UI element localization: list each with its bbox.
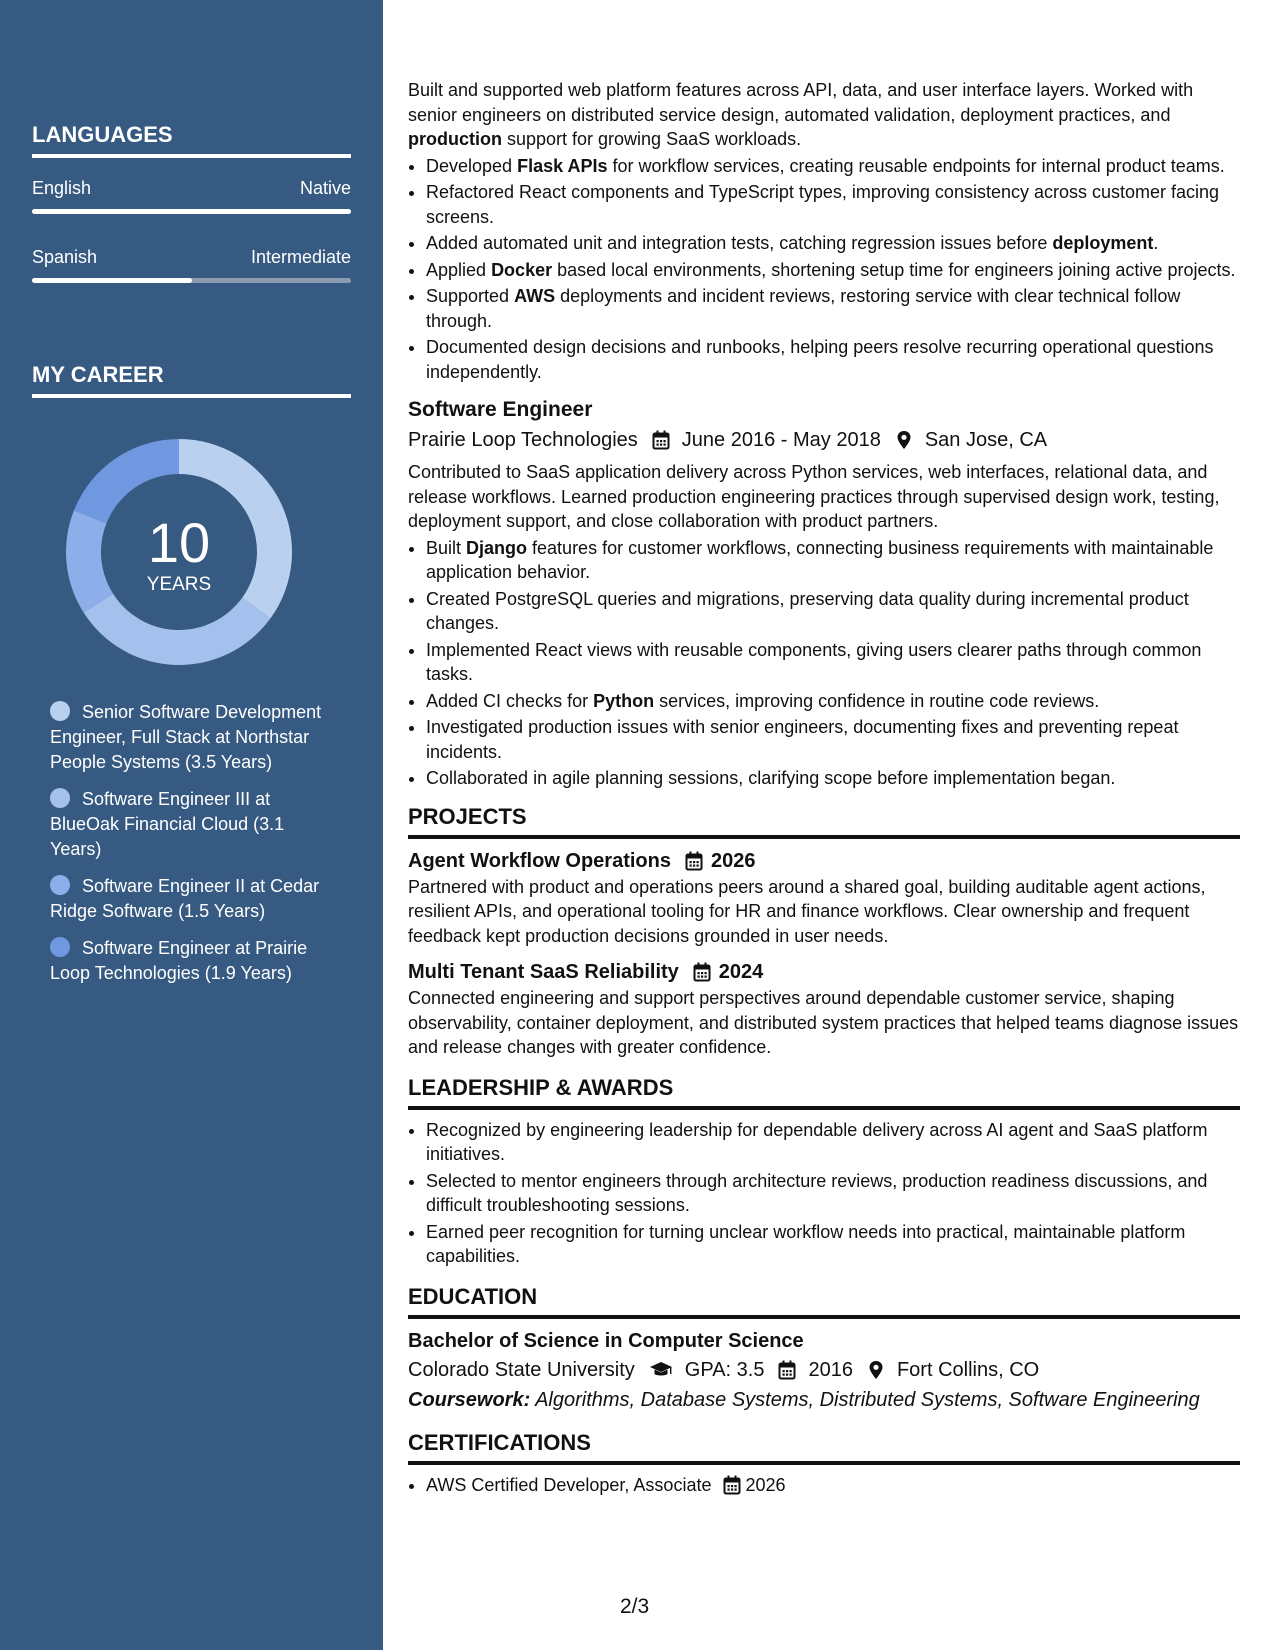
bullet-item (426, 335, 1240, 384)
legend-dot (50, 788, 70, 808)
certification-year: 2026 (745, 1474, 786, 1495)
page-number: 2/3 (620, 1595, 650, 1618)
school-name: Colorado State University (408, 1358, 635, 1381)
project-description: Partnered with product and operations peers around a shared goal, building auditable agent actions, resilient APIs, and operational tooling for HR and finance workflows. Clear ownership and frequent feedback kept production decisions grounded in user needs. (408, 876, 1206, 946)
language-level: Native (299, 178, 351, 198)
bullet-text: Added CI checks for (426, 690, 594, 711)
projects-heading: PROJECTS (408, 803, 1240, 839)
bullet-item (426, 715, 1240, 764)
bullet-item (426, 587, 1240, 636)
bullet-text: features for customer workflows, connecting business requirements with maintainable application behavior. (426, 537, 1214, 582)
career-heading: MY CAREER (32, 362, 351, 398)
summary-bold: production (408, 129, 502, 149)
bullet-item (426, 766, 1240, 791)
calendar-icon (723, 1475, 739, 1495)
project-name: Agent Workflow Operations (408, 849, 671, 872)
project-name: Multi Tenant SaaS Reliability (408, 961, 679, 983)
language-name: English (32, 178, 92, 198)
graduation-year: 2016 (808, 1358, 853, 1381)
language-bar (32, 278, 351, 283)
bullet-bold: Python (593, 690, 655, 711)
calendar-icon (652, 430, 670, 450)
job-location: San Jose, CA (924, 429, 1048, 451)
bullet-text: Collaborated in agile planning sessions, clarifying scope before implementation began. (426, 768, 1116, 788)
bullet-text: Built (426, 537, 467, 558)
bullet-item (426, 231, 1240, 256)
job-meta (408, 426, 1240, 454)
coursework (408, 1385, 1240, 1415)
career-years-number: 10 (147, 511, 211, 574)
coursework-label: Coursework: (408, 1388, 531, 1411)
bullet-item (426, 180, 1240, 229)
job-bullets (408, 536, 1240, 791)
career-item (50, 936, 335, 986)
legend-dot (50, 875, 70, 895)
bullet-text: Created PostgreSQL queries and migrations, preserving data quality during incremental product changes. (426, 588, 1189, 633)
career-list (50, 700, 335, 998)
language-bar-fill (32, 209, 351, 214)
degree-title: Bachelor of Science in Computer Science (408, 1329, 804, 1352)
career-item-text: Software Engineer at Prairie Loop Technologies (1.9 Years) (50, 938, 308, 983)
bullet-text: services, improving confidence in routine code reviews. (654, 690, 1100, 711)
bullet-text: for workflow services, creating reusable endpoints for internal product teams. (607, 155, 1225, 176)
bullet-text: Applied (426, 259, 492, 280)
language-bar (32, 209, 351, 214)
career-item (50, 787, 335, 862)
bullet-bold: Docker (491, 259, 553, 280)
career-donut-chart (66, 439, 292, 665)
bullet-bold: AWS (514, 286, 556, 306)
career-item-text: Senior Software Development Engineer, Full Stack at Northstar People Systems (3.5 Years) (50, 702, 322, 772)
bullet-item: • Recognized by engineering leadership for dependable delivery across AI agent and SaaS platform initiatives. (426, 1118, 1240, 1167)
education-meta (408, 1355, 1240, 1385)
career-item-text: Software Engineer II at Cedar Ridge Software (1.5 Years) (50, 876, 320, 921)
gpa: GPA: 3.5 (684, 1358, 765, 1381)
project-title (408, 847, 1240, 875)
certification-item (426, 1473, 1240, 1498)
job-summary (408, 78, 1240, 152)
summary-text: support for growing SaaS workloads. (501, 129, 802, 149)
bullet-bold: Flask APIs (517, 155, 608, 176)
bullet-text: Supported (426, 286, 515, 306)
project-year: 2024 (718, 961, 764, 983)
career-years-unit: YEARS (146, 574, 212, 595)
career-item-text: Software Engineer III at BlueOak Financial Cloud (3.1 Years) (50, 789, 285, 859)
language-row-english (32, 178, 351, 228)
job-title: Software Engineer (408, 398, 593, 421)
bullet-item (426, 258, 1240, 283)
legend-dot (50, 701, 70, 721)
legend-dot (50, 937, 70, 957)
bullet-text: deployments and incident reviews, restoring service with clear technical follow through. (426, 286, 1181, 331)
certification-list (408, 1473, 1240, 1498)
certifications-heading: CERTIFICATIONS (408, 1429, 1240, 1465)
bullet-item (426, 284, 1240, 333)
project-title (408, 958, 1240, 986)
project-year: 2026 (710, 849, 756, 872)
bullet-item: • Selected to mentor engineers through architecture reviews, production readiness discussions, and difficult troubleshooting sessions. (426, 1169, 1240, 1218)
bullet-item (426, 638, 1240, 687)
project-description: Connected engineering and support perspectives around dependable customer service, shaping observability, container deployment, and distributed system practices that helped teams diagnose issues and release changes with greater confidence. (408, 988, 1239, 1057)
job-bullets (408, 154, 1240, 385)
bullet-text: Added automated unit and integration tests, catching regression issues before (426, 233, 1053, 253)
bullet-text: based local environments, shortening setup time for engineers joining active projects. (552, 259, 1236, 280)
location-pin-icon (895, 430, 913, 450)
language-row-spanish (32, 247, 351, 297)
bullet-item (426, 154, 1240, 179)
language-name: Spanish (32, 247, 98, 267)
job-dates: June 2016 - May 2018 (681, 429, 881, 451)
bullet-text: Implemented React views with reusable components, giving users clearer paths through common tasks. (426, 639, 1202, 684)
calendar-icon (685, 851, 703, 871)
calendar-icon (778, 1360, 796, 1380)
graduation-cap-icon (649, 1360, 673, 1380)
coursework-list: Algorithms, Database Systems, Distributed Systems, Software Engineering (530, 1388, 1200, 1411)
bullet-text: Documented design decisions and runbooks, helping peers resolve recurring operational questions independently. (426, 337, 1214, 382)
leadership-heading: LEADERSHIP & AWARDS (408, 1074, 1240, 1110)
career-item (50, 874, 335, 924)
bullet-text: . (1153, 233, 1159, 253)
education-heading: EDUCATION (408, 1283, 1240, 1319)
certification-name: • AWS Certified Developer, Associate (426, 1474, 712, 1495)
job-summary: Contributed to SaaS application delivery across Python services, web interfaces, relational data, and release workflows. Learned production engineering practices through supervised design work, testing, deployment support, and close collaboration with product partners. (408, 462, 1220, 531)
bullet-item: • Earned peer recognition for turning unclear workflow needs into practical, maintainable platform capabilities. (426, 1220, 1240, 1269)
language-bar-fill (32, 278, 192, 283)
calendar-icon (693, 962, 711, 982)
bullet-text: Developed (426, 155, 518, 176)
sidebar (0, 0, 383, 1650)
bullet-item (426, 536, 1240, 585)
company-name: Prairie Loop Technologies (408, 429, 638, 451)
donut-slice-2 (84, 594, 271, 665)
main-content (408, 78, 1240, 1499)
languages-heading: LANGUAGES (32, 122, 351, 158)
bullet-bold: deployment (1052, 233, 1154, 253)
location-pin-icon (867, 1360, 885, 1380)
bullet-item (426, 689, 1240, 714)
summary-text: Built and supported web platform features across API, data, and user interface layers. Worked with senior engineers on distributed service design, automated validation, deployment practices, and (408, 80, 1194, 125)
bullet-text: Investigated production issues with senior engineers, documenting fixes and preventing repeat incidents. (426, 717, 1179, 762)
career-item (50, 700, 335, 775)
bullet-text: Refactored React components and TypeScript types, improving consistency across customer facing screens. (426, 182, 1220, 227)
bullet-bold: Django (466, 537, 528, 558)
leadership-bullets (408, 1118, 1240, 1269)
language-level: Intermediate (250, 247, 351, 267)
school-location: Fort Collins, CO (896, 1358, 1040, 1381)
